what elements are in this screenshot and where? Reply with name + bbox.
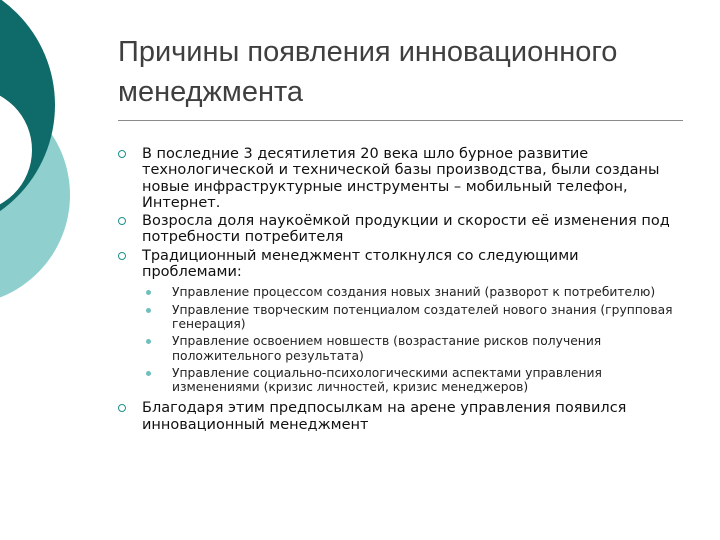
sub-bullet-item xyxy=(146,366,676,395)
dot-bullet-icon xyxy=(146,290,151,295)
bullet-item-text: Традиционный менеджмент столкнулся со следующими проблемами: xyxy=(142,247,579,281)
sub-bullet-list xyxy=(146,285,676,394)
ring-bullet-icon xyxy=(118,404,126,412)
sub-bullet-item xyxy=(146,303,676,332)
bullet-item xyxy=(116,400,676,433)
slide-title-line-2: менеджмента xyxy=(118,76,304,108)
bullet-item xyxy=(116,146,676,211)
sub-bullet-item-text: Управление социально-психологическими аспектами управления изменениями (кризис личностей, кризис менеджеров) xyxy=(172,365,602,395)
sub-bullet-item xyxy=(146,285,676,299)
bullet-item xyxy=(116,213,676,246)
dot-bullet-icon xyxy=(146,339,151,344)
bullet-item-text: Возросла доля наукоёмкой продукции и скорости её изменения под потребности потребителя xyxy=(142,213,670,246)
slide-title-line-1: Причины появления инновационного xyxy=(118,36,618,68)
sub-bullet-item-text: Управление освоением новшеств (возрастание рисков получения положительного результата) xyxy=(172,334,602,363)
bullet-item-text: Благодаря этим предпосылкам на арене управления появился инновационный менеджмент xyxy=(142,400,627,433)
decorative-circles xyxy=(0,0,80,300)
sub-bullet-item-text: Управление творческим потенциалом создателей нового знания (групповая генерация) xyxy=(172,302,673,331)
slide-title xyxy=(118,32,698,112)
dot-bullet-icon xyxy=(146,308,151,313)
bullet-item-text: В последние 3 десятилетия 20 века шло бурное развитие технологической и технической базы производства, были созданы новые инфраструктурные инструменты – мобильный телефон, Интернет. xyxy=(142,146,660,211)
ring-bullet-icon xyxy=(118,217,126,225)
sub-bullet-item-text: Управление процессом создания новых знаний (разворот к потребителю) xyxy=(172,285,656,300)
title-divider xyxy=(118,120,683,121)
sub-bullet-item xyxy=(146,334,676,363)
ring-bullet-icon xyxy=(118,150,126,158)
bullet-item xyxy=(116,248,676,281)
ring-bullet-icon xyxy=(118,252,126,260)
bullet-list xyxy=(116,146,676,435)
dot-bullet-icon xyxy=(146,371,151,376)
